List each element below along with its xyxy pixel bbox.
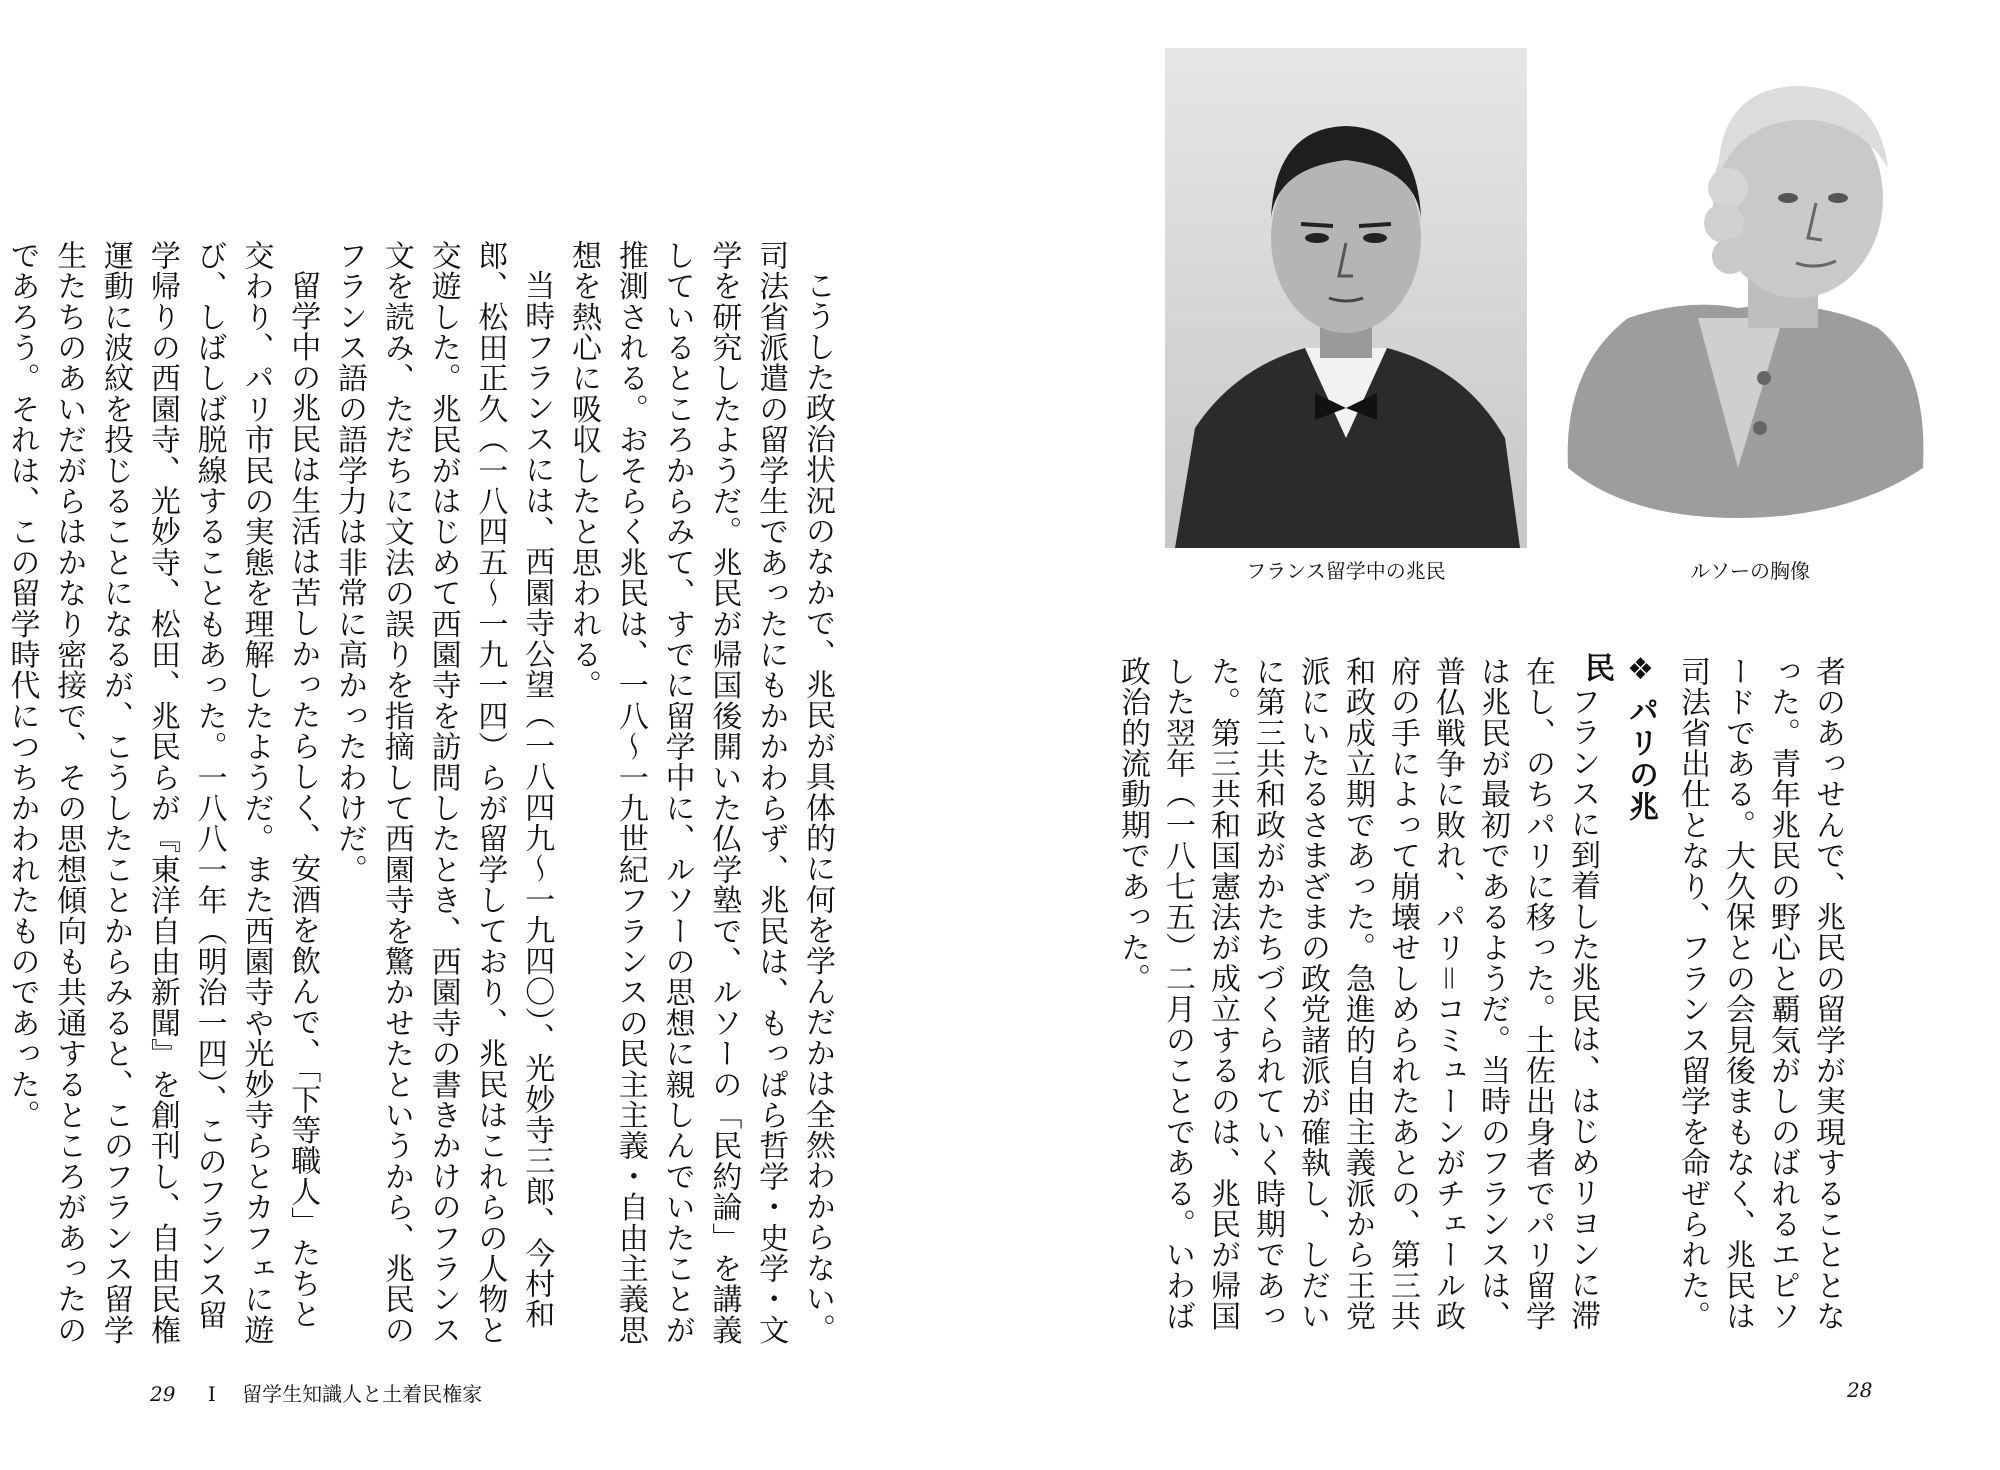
continued-paragraph [1660,656,1850,1356]
section-heading [1579,652,1662,832]
portrait-illustration [1165,48,1527,548]
photo-caption: フランス留学中の兆民 [1246,559,1446,583]
body-paragraph: フランスに到着した兆民は、はじめリヨンに滞在し、のちパリに移った。土佐出身者でパリ留学は兆民が最初であるようだ。当時のフランスは、普仏戦争に敗れ、パリ＝コミューンがチェール政府の手によって崩壊せしめられたあとの、第三共和政成立期であった。急進的自由主義派から王党派にいたるさまざまの政党諸派が確執し、しだいに第三共和政がかたちづくられていく時期であった。第三共和国憲法が成立するのは、兆民が帰国した翌年（一八七五）二月のことである。いわば政治的流動期であった。 [1115,656,1600,1332]
diamond-ornament-icon: ❖ [1623,652,1658,689]
right-page [1000,0,2000,1470]
section-heading-text: パリの兆民 [1579,652,1658,823]
bust-illustration [1548,48,1938,548]
page-number: 29 [150,1382,176,1406]
body-paragraph: 当時フランスには、西園寺公望（一八四九～一九四〇）、光妙寺三郎、今村和郎、松田正久（一八四五～一九一四）らが留学しており、兆民はこれらの人物と交遊した。兆民がはじめて西園寺を訪問したとき、西園寺の書きかけのフランス文を読み、ただちに文法の誤りを指摘して西園寺を驚かせたというから、兆民のフランス語の語学力は非常に高かったわけだ。 [332,240,555,1346]
page-number: 28 [1847,1378,1873,1402]
section-body [1115,656,1605,1356]
chomin-portrait-photo [1165,48,1527,548]
left-page-body [4,240,840,1355]
body-paragraph: 者のあっせんで、兆民の留学が実現することとなった。青年兆民の野心と覇気がしのばれるエピソードである。大久保との会見後まもなく、兆民は司法省出仕となり、フランス留学を命ぜられた。 [1675,656,1845,1332]
bust-caption: ルソーの胸像 [1690,559,1810,583]
running-footer [150,1378,482,1407]
rousseau-bust-photo [1548,48,1938,548]
chapter-title: 留学生知識人と土着民権家 [242,1382,483,1406]
body-paragraph: こうした政治状況のなかで、兆民が具体的に何を学んだかは全然わからない。司法省派遣の留学生であったにもかかわらず、兆民は、もっぱら哲学・史学・文学を研究したようだ。兆民が帰国後開いた仏学塾で、ルソーの「民約論」を講義しているところからみて、すでに留学中に、ルソーの思想に親しんでいたことが推測される。おそらく兆民は、一八～一九世紀フランスの民主主義・自由主義思想を熱心に吸収したと思われる。 [566,240,835,1346]
section-number: I [207,1382,216,1406]
body-paragraph: 留学中の兆民は生活は苦しかったらしく、安酒を飲んで、「下等職人」たちと交わり、パリ市民の実態を理解したようだ。また西園寺や光妙寺らとカフェに遊び、しばしば脱線することもあった。一八八一年（明治一四）、このフランス留学帰りの西園寺、光妙寺、松田、兆民らが『東洋自由新聞』を創刊し、自由民権運動に波紋を投じることになるが、こうしたことからみると、このフランス留学生たちのあいだがらはかなり密接で、その思想傾向も共通するところがあったのであろう。それは、この留学時代につちかわれたものであった。 [4,240,321,1346]
